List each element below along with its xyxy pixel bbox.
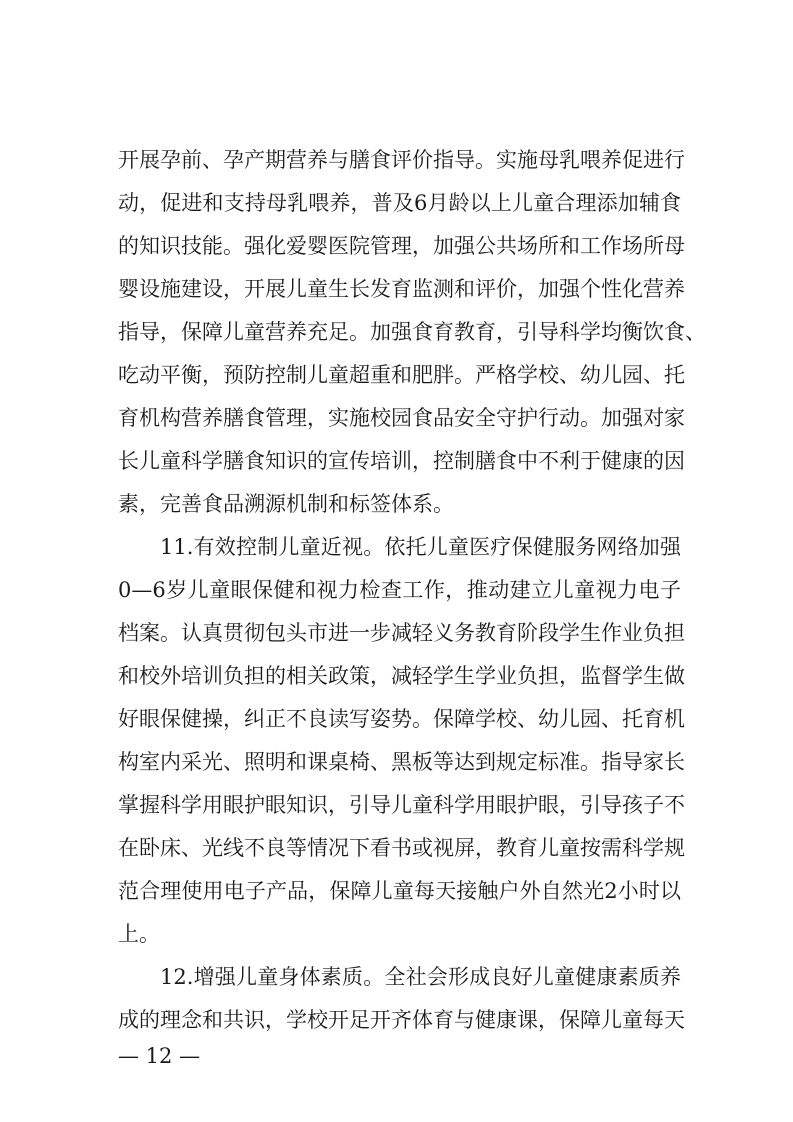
paragraph-line: 上。: [118, 922, 160, 946]
paragraph-line: 掌握科学用眼护眼知识，引导儿童科学用眼护眼，引导孩子不: [118, 793, 685, 817]
paragraph-line: 动，促进和支持母乳喂养，普及6月龄以上儿童合理添加辅食: [118, 191, 681, 215]
paragraph-line: 档案。认真贯彻包头市进一步减轻义务教育阶段学生作业负担: [118, 621, 685, 645]
paragraph-line: 构室内采光、照明和课桌椅、黑板等达到规定标准。指导家长: [118, 750, 685, 774]
paragraph-line: 的知识技能。强化爱婴医院管理，加强公共场所和工作场所母: [118, 234, 685, 258]
paragraph-line: 开展孕前、孕产期营养与膳食评价指导。实施母乳喂养促进行: [118, 148, 685, 172]
paragraph-line: 0—6岁儿童眼保健和视力检查工作，推动建立儿童视力电子: [118, 578, 681, 602]
paragraph-line: 好眼保健操，纠正不良读写姿势。保障学校、幼儿园、托育机: [118, 707, 685, 731]
paragraph-line: 吃动平衡，预防控制儿童超重和肥胖。严格学校、幼儿园、托: [118, 363, 685, 387]
paragraph-line: 在卧床、光线不良等情况下看书或视屏，教育儿童按需科学规: [118, 836, 685, 860]
section-12-heading-line: 12.增强儿童身体素质。全社会形成良好儿童健康素质养: [160, 965, 681, 989]
paragraph-line: 素，完善食品溯源机制和标签体系。: [118, 492, 454, 516]
paragraph-line: 育机构营养膳食管理，实施校园食品安全守护行动。加强对家: [118, 406, 685, 430]
section-11-heading-line: 11.有效控制儿童近视。依托儿童医疗保健服务网络加强: [160, 535, 681, 559]
paragraph-line: 和校外培训负担的相关政策，减轻学生学业负担，监督学生做: [118, 664, 685, 688]
paragraph-line: 长儿童科学膳食知识的宣传培训，控制膳食中不利于健康的因: [118, 449, 685, 473]
paragraph-line: 指导，保障儿童营养充足。加强食育教育，引导科学均衡饮食、: [118, 320, 706, 344]
paragraph-line: 成的理念和共识，学校开足开齐体育与健康课，保障儿童每天: [118, 1008, 685, 1032]
page-number: — 12 —: [118, 1044, 201, 1068]
paragraph-line: 范合理使用电子产品，保障儿童每天接触户外自然光2小时以: [118, 879, 681, 903]
paragraph-line: 婴设施建设，开展儿童生长发育监测和评价，加强个性化营养: [118, 277, 685, 301]
